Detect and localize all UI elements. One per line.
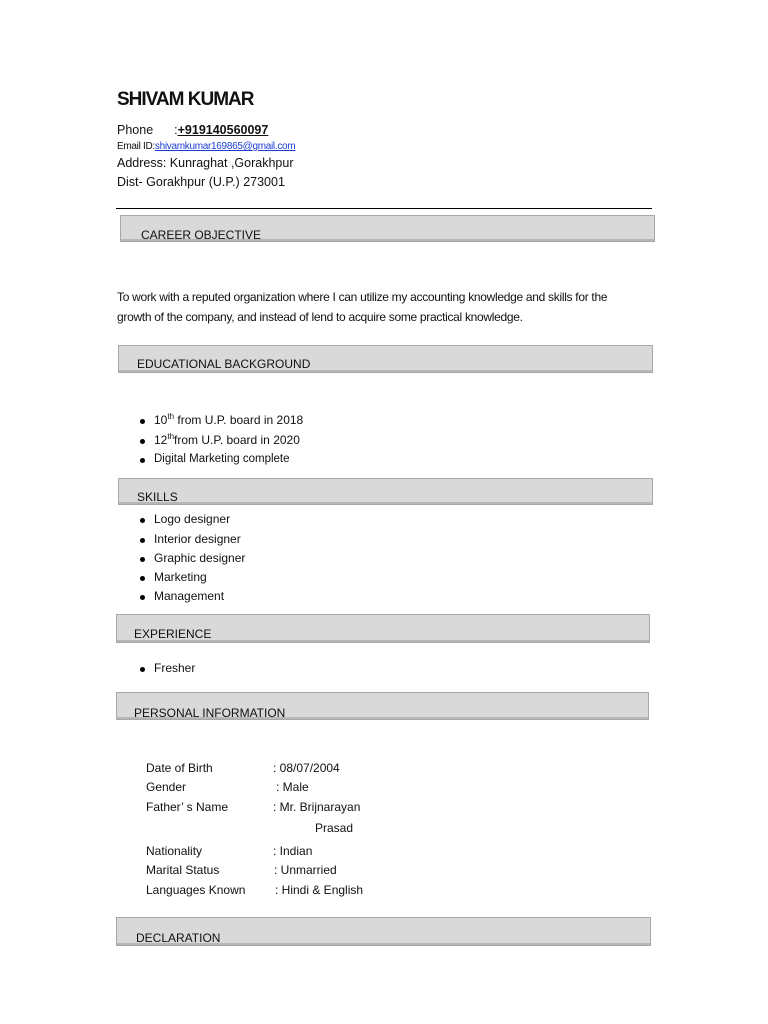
languages-label: Languages Known [146, 883, 246, 897]
education-header [118, 345, 653, 373]
experience-list [140, 659, 195, 679]
applicant-name: SHIVAM KUMAR [117, 89, 254, 110]
list-item: Interior designer [140, 530, 245, 549]
phone-number[interactable]: +919140560097 [177, 123, 269, 137]
personal-information-header [116, 692, 649, 720]
nationality-label: Nationality [146, 844, 203, 858]
list-item: 10th from U.P. board in 2018 [140, 411, 303, 431]
objective-text-line-1: To work with a reputed organization where I can utilize my accounting knowledge and skills for the [117, 290, 608, 304]
email-link[interactable]: shivamkumar169865@gmail.com [154, 141, 296, 152]
fathers-name-value: : Mr. Brijnarayan [273, 800, 361, 814]
marital-status-value: : Unmarried [274, 863, 337, 877]
marital-status-label: Marital Status [146, 863, 220, 877]
list-item: Fresher [140, 659, 195, 679]
fathers-name-label: Father’ s Name [146, 800, 229, 814]
skills-header [118, 478, 653, 505]
list-item: Marketing [140, 568, 245, 587]
nationality-value: : Indian [273, 844, 313, 858]
address-line: Address: Kunraghat ,Gorakhpur [117, 156, 294, 170]
email-line [117, 141, 295, 152]
section-title: SKILLS [137, 490, 178, 504]
phone-line [117, 123, 268, 137]
objective-text-line-2: growth of the company, and instead of lend to acquire some practical knowledge. [117, 310, 523, 324]
gender-value: : Male [276, 780, 309, 794]
email-label: Email ID: [117, 141, 155, 152]
section-title: DECLARATION [136, 931, 221, 945]
section-title: EDUCATIONAL BACKGROUND [137, 357, 311, 371]
list-item: Logo designer [140, 510, 245, 530]
section-title: CAREER OBJECTIVE [141, 228, 262, 242]
languages-value: : Hindi & English [275, 883, 364, 897]
career-objective-header [120, 215, 655, 242]
list-item: Management [140, 587, 245, 607]
district-line: Dist- Gorakhpur (U.P.) 273001 [117, 175, 285, 189]
dob-label: Date of Birth [146, 761, 213, 775]
skills-list [140, 510, 245, 606]
list-item: Graphic designer [140, 549, 245, 568]
declaration-header [116, 917, 651, 946]
section-title: PERSONAL INFORMATION [134, 706, 286, 720]
header-divider [116, 208, 652, 209]
section-title: EXPERIENCE [134, 627, 212, 641]
phone-label: Phone [117, 123, 154, 137]
phone-separator: : [174, 123, 178, 137]
fathers-name-continuation: Prasad [315, 821, 354, 835]
experience-header [116, 614, 650, 643]
gender-label: Gender [146, 780, 187, 794]
list-item: 12thfrom U.P. board in 2020 [140, 431, 303, 451]
education-list [140, 411, 303, 470]
dob-value: : 08/07/2004 [273, 761, 340, 775]
list-item: Digital Marketing complete [140, 450, 303, 470]
